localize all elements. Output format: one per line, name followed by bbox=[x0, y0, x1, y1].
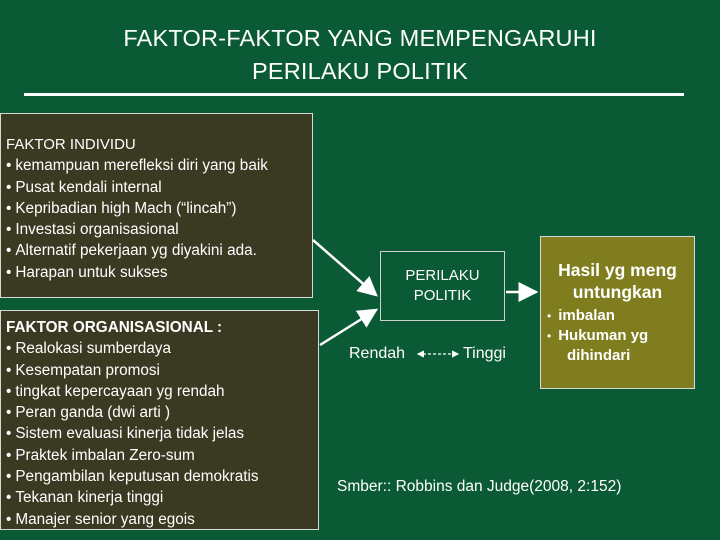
organizational-to-behavior-arrow bbox=[320, 310, 376, 345]
bullet-icon: • bbox=[547, 329, 552, 343]
list-item: • Tekanan kinerja tinggi bbox=[6, 489, 164, 507]
list-item: • tingkat kepercayaan yg rendah bbox=[6, 382, 225, 400]
list-item: • imbalan bbox=[547, 307, 615, 324]
bullet-icon: • bbox=[6, 510, 12, 528]
bullet-icon: • bbox=[6, 157, 12, 175]
bullet-icon: • bbox=[6, 340, 12, 358]
list-item: • Kesempatan promosi bbox=[6, 361, 160, 379]
source-citation: Smber:: Robbins dan Judge(2008, 2:152) bbox=[337, 478, 622, 495]
scale-low-label: Rendah bbox=[349, 345, 406, 362]
bullet-icon: • bbox=[547, 309, 552, 323]
individual-to-behavior-arrow bbox=[313, 240, 376, 295]
list-item: • Investasi organisasional bbox=[6, 221, 179, 239]
outcome-title: Hasil yg meng untungkan bbox=[558, 260, 677, 302]
political-behavior-line2: POLITIK bbox=[413, 287, 472, 304]
list-item: • Pengambilan keputusan demokratis bbox=[6, 468, 259, 486]
bullet-icon: • bbox=[6, 263, 12, 281]
individual-factors-heading: FAKTOR INDIVIDU bbox=[6, 136, 136, 153]
bullet-icon: • bbox=[6, 489, 12, 507]
organizational-factors-heading: FAKTOR ORGANISASIONAL : bbox=[6, 319, 223, 336]
bullet-icon: • bbox=[6, 361, 12, 379]
bullet-icon: • bbox=[6, 178, 12, 196]
bullet-icon: • bbox=[6, 468, 12, 486]
page-title-line1: FAKTOR-FAKTOR YANG MEMPENGARUHI bbox=[123, 25, 597, 51]
list-item: • Harapan untuk sukses bbox=[6, 263, 168, 281]
list-item-continuation: dihindari bbox=[567, 347, 631, 364]
bullet-icon: • bbox=[6, 382, 12, 400]
bullet-icon: • bbox=[6, 425, 12, 443]
list-item: • Pusat kendali internal bbox=[6, 178, 162, 196]
page-title-line2: PERILAKU POLITIK bbox=[251, 58, 469, 84]
scale-high-label: Tinggi bbox=[463, 345, 506, 362]
list-item: • Sistem evaluasi kinerja tidak jelas bbox=[6, 425, 245, 443]
list-item: • Peran ganda (dwi arti ) bbox=[6, 404, 171, 422]
bullet-icon: • bbox=[6, 446, 12, 464]
list-item: • kemampuan merefleksi diri yang baik bbox=[6, 157, 268, 175]
political-behavior-line1: PERILAKU bbox=[405, 267, 480, 284]
bullet-icon: • bbox=[6, 199, 12, 217]
list-item: • Hukuman yg bbox=[547, 327, 649, 344]
bullet-icon: • bbox=[6, 221, 12, 239]
list-item: • Alternatif pekerjaan yg diyakini ada. bbox=[6, 242, 257, 260]
list-item: • Realokasi sumberdaya bbox=[6, 340, 171, 358]
list-item: • Praktek imbalan Zero-sum bbox=[6, 446, 195, 464]
bullet-icon: • bbox=[6, 242, 12, 260]
list-item: • Kepribadian high Mach (“lincah”) bbox=[6, 199, 237, 217]
list-item: • Manajer senior yang egois bbox=[6, 510, 195, 528]
bullet-icon: • bbox=[6, 404, 12, 422]
